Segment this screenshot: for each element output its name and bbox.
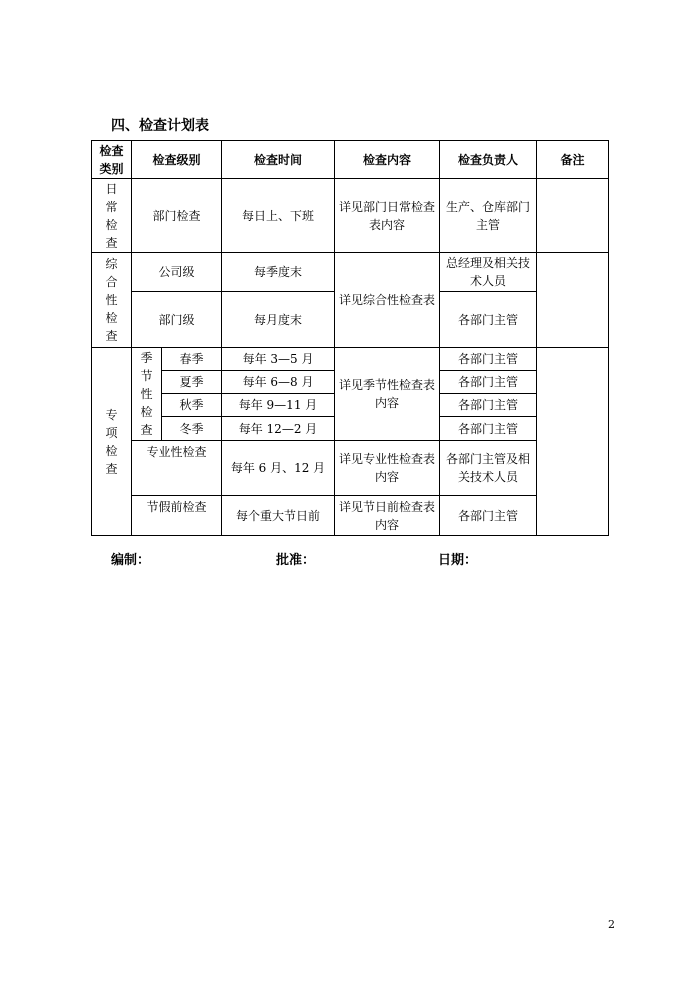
header-content: 检查内容 <box>335 141 440 179</box>
season-winter: 冬季 <box>162 417 222 441</box>
comprehensive-remark <box>537 253 609 348</box>
seasonal-time-winter: 每年 12—2 月 <box>222 417 335 441</box>
comprehensive-time-department: 每月度末 <box>222 292 335 348</box>
seasonal-time-autumn: 每年 9—11 月 <box>222 394 335 417</box>
seasonal-owner-summer: 各部门主管 <box>440 371 537 394</box>
comprehensive-category-text: 综 合 性 检 查 <box>105 257 118 343</box>
daily-content: 详见部门日常检查表内容 <box>335 179 440 253</box>
daily-category-text: 日 常 检 查 <box>105 181 118 250</box>
comprehensive-category <box>92 253 132 348</box>
professional-time: 每年 6 月、12 月 <box>222 441 335 496</box>
seasonal-label-text: 季 节 性 检 查 <box>140 351 153 437</box>
professional-owner: 各部门主管及相关技术人员 <box>440 441 537 496</box>
daily-time: 每日上、下班 <box>222 179 335 253</box>
comprehensive-level-company: 公司级 <box>132 253 222 292</box>
seasonal-owner-spring: 各部门主管 <box>440 348 537 371</box>
comprehensive-content: 详见综合性检查表 <box>335 253 440 348</box>
holiday-time: 每个重大节日前 <box>222 496 335 536</box>
header-owner: 检查负责人 <box>440 141 537 179</box>
seasonal-time-summer: 每年 6—8 月 <box>222 371 335 394</box>
approved-by-label: 批准： <box>276 553 316 568</box>
comprehensive-row-company <box>92 253 609 292</box>
daily-row <box>92 179 609 253</box>
page-number: 2 <box>608 918 615 931</box>
prepared-by-label: 编制： <box>111 553 151 568</box>
header-remark: 备注 <box>537 141 609 179</box>
professional-content: 详见专业性检查表内容 <box>335 441 440 496</box>
comprehensive-time-company: 每季度末 <box>222 253 335 292</box>
season-spring: 春季 <box>162 348 222 371</box>
header-time: 检查时间 <box>222 141 335 179</box>
holiday-level: 节假前检查 <box>132 496 222 536</box>
date-label: 日期： <box>438 553 478 568</box>
inspection-plan-table <box>91 140 609 536</box>
special-category <box>92 348 132 536</box>
seasonal-owner-autumn: 各部门主管 <box>440 394 537 417</box>
seasonal-time-spring: 每年 3—5 月 <box>222 348 335 371</box>
header-category: 检查类别 <box>92 141 132 179</box>
professional-row <box>92 441 609 496</box>
holiday-owner: 各部门主管 <box>440 496 537 536</box>
comprehensive-owner-department: 各部门主管 <box>440 292 537 348</box>
professional-level: 专业性检查 <box>132 441 222 496</box>
holiday-row <box>92 496 609 536</box>
header-row <box>92 141 609 179</box>
comprehensive-level-department: 部门级 <box>132 292 222 348</box>
special-category-text: 专 项 检 查 <box>105 407 118 476</box>
seasonal-label <box>132 348 162 441</box>
seasonal-content: 详见季节性检查表内容 <box>335 348 440 441</box>
comprehensive-owner-company: 总经理及相关技术人员 <box>440 253 537 292</box>
holiday-content: 详见节日前检查表内容 <box>335 496 440 536</box>
special-remark <box>537 348 609 536</box>
season-summer: 夏季 <box>162 371 222 394</box>
header-level: 检查级别 <box>132 141 222 179</box>
season-autumn: 秋季 <box>162 394 222 417</box>
seasonal-row-spring <box>92 348 609 371</box>
section-title: 四、检查计划表 <box>111 118 209 134</box>
seasonal-owner-winter: 各部门主管 <box>440 417 537 441</box>
daily-owner: 生产、仓库部门主管 <box>440 179 537 253</box>
daily-level: 部门检查 <box>132 179 222 253</box>
daily-remark <box>537 179 609 253</box>
daily-category <box>92 179 132 253</box>
